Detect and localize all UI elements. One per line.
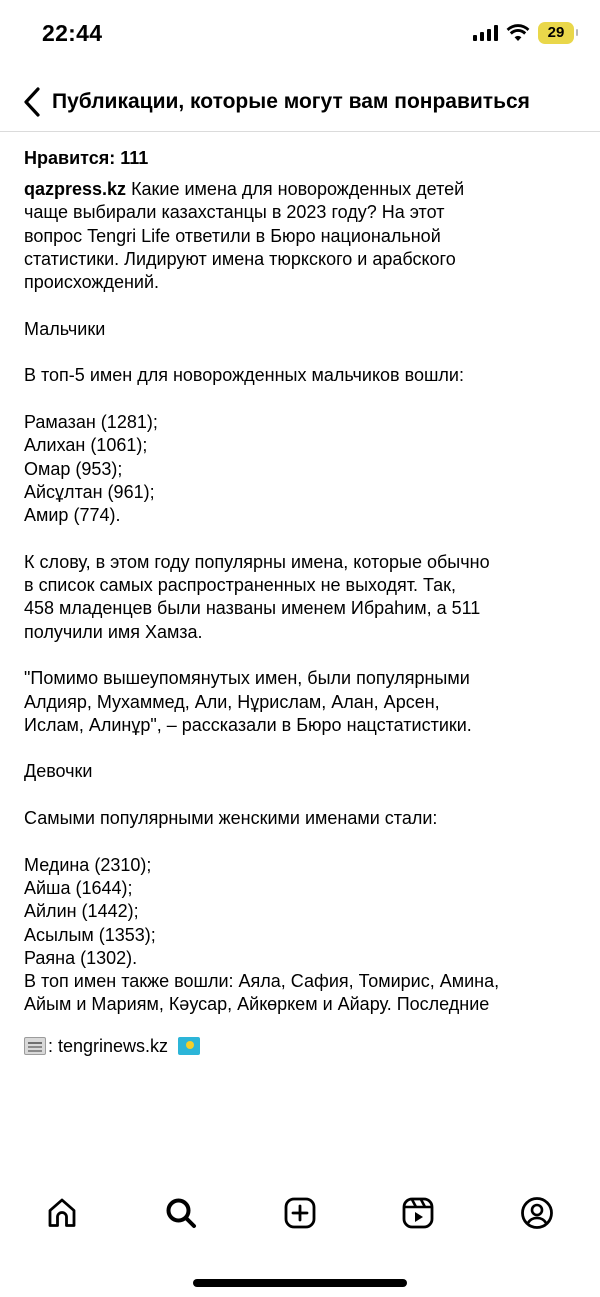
- caption-line: [24, 341, 580, 364]
- caption-line: Девочки: [24, 761, 93, 782]
- search-icon[interactable]: [163, 1195, 199, 1231]
- caption-line: чаще выбирали казахстанцы в 2023 году? На этот: [24, 202, 445, 223]
- caption-line: 458 младенцев были названы именем Ибраһим, а 511: [24, 598, 481, 619]
- caption-line: получили имя Хамза.: [24, 621, 203, 642]
- kazakhstan-flag-icon: [178, 1037, 200, 1055]
- home-indicator: [193, 1279, 407, 1287]
- bottom-tab-bar: [0, 1180, 600, 1297]
- caption-line: Айлин (1442);: [24, 901, 139, 922]
- caption-line: Айша (1644);: [24, 877, 133, 898]
- source-line: [24, 1033, 580, 1059]
- status-bar: [0, 0, 600, 70]
- create-post-icon[interactable]: [282, 1195, 318, 1231]
- caption-line: Омар (953);: [24, 458, 123, 479]
- caption-line: Мальчики: [24, 318, 106, 339]
- caption-text: Какие имена для новорожденных детей: [126, 179, 465, 199]
- cellular-signal-icon: [473, 25, 498, 41]
- source-text: : tengrinews.kz: [48, 1035, 169, 1056]
- caption-line: [24, 737, 580, 760]
- caption-line: Айсұлтан (961);: [24, 481, 155, 502]
- post-content: [24, 144, 580, 1059]
- caption-line: [24, 294, 580, 317]
- wifi-icon: [506, 24, 530, 42]
- caption-line: [24, 527, 580, 550]
- back-button[interactable]: [6, 72, 58, 132]
- caption-line: Ислам, Алинұр", – рассказали в Бюро нацстатистики.: [24, 714, 472, 735]
- home-icon[interactable]: [44, 1195, 80, 1231]
- caption-line: Айым и Мариям, Кәусар, Айкөркем и Айару. Последние: [24, 994, 490, 1015]
- caption-line: Амир (774).: [24, 505, 121, 526]
- caption-line: В топ имен также вошли: Аяла, Сафия, Томирис, Амина,: [24, 971, 500, 992]
- caption-line: происхождений.: [24, 272, 160, 293]
- caption-line: К слову, в этом году популярны имена, которые обычно: [24, 551, 490, 572]
- caption-line: Алихан (1061);: [24, 435, 148, 456]
- caption-line: в список самых распространенных не выходят. Так,: [24, 575, 457, 596]
- username-link[interactable]: qazpress.kz: [24, 179, 127, 199]
- caption-line: Раяна (1302).: [24, 947, 138, 968]
- caption-line: "Помимо вышеупомянутых имен, были популярными: [24, 668, 470, 689]
- chevron-left-icon: [23, 87, 41, 117]
- status-time: 22:44: [42, 20, 103, 46]
- caption-line: [24, 644, 580, 667]
- likes-count[interactable]: Нравится: 111: [24, 148, 149, 168]
- caption-line: [24, 178, 580, 201]
- page-header: [0, 72, 600, 132]
- reels-icon[interactable]: [400, 1195, 436, 1231]
- caption-line: Рамазан (1281);: [24, 411, 158, 432]
- caption-line: В топ-5 имен для новорожденных мальчиков вошли:: [24, 365, 464, 386]
- battery-indicator: 29: [538, 22, 574, 44]
- caption-line: [24, 388, 580, 411]
- caption-line: вопрос Tengri Life ответили в Бюро национальной: [24, 225, 441, 246]
- caption-line: Асылым (1353);: [24, 924, 156, 945]
- caption-line: Алдияр, Мухаммед, Али, Нұрислам, Алан, Арсен,: [24, 691, 440, 712]
- caption-line: Самыми популярными женскими именами стали:: [24, 808, 438, 829]
- caption-line: [24, 784, 580, 807]
- page-title: Публикации, которые могут вам понравиться: [52, 89, 530, 113]
- post-caption: [24, 178, 580, 1017]
- profile-icon[interactable]: [519, 1195, 555, 1231]
- caption-line: Медина (2310);: [24, 854, 152, 875]
- newspaper-icon: [24, 1037, 46, 1055]
- caption-line: статистики. Лидируют имена тюркского и арабского: [24, 248, 456, 269]
- status-icons: [473, 22, 574, 44]
- caption-line: [24, 830, 580, 853]
